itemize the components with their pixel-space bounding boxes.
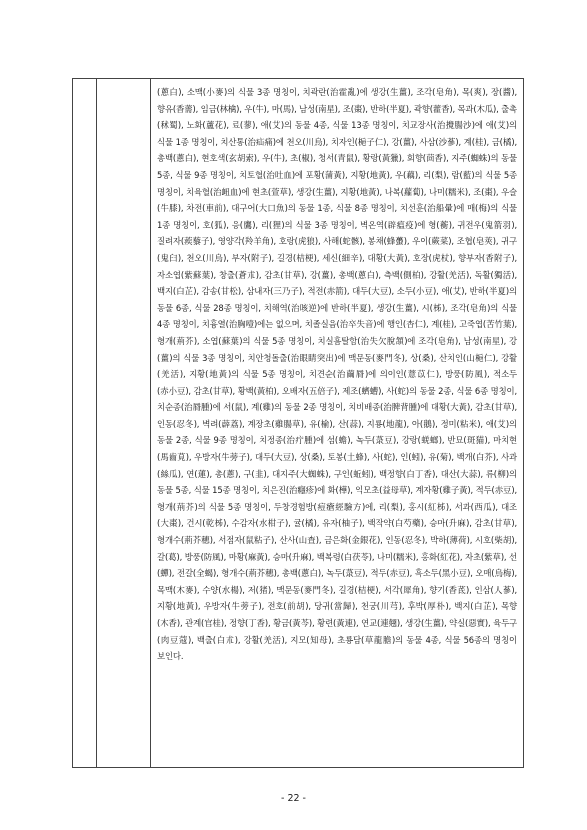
content-table (72, 78, 524, 768)
page-number: - 22 - (281, 793, 306, 804)
table-column-left (73, 79, 97, 767)
body-text: (蔥白), 소맥(小麥)의 식물 3종 명칭이, 치곽란(治霍亂)에 생강(生薑), 조각(皂角), 목(爽), 장(醬), 향유(香薷), 임금(林檎), 우(牛), 마(馬), 남성(南星), 조(棗), 반하(半夏), 곽향(藿香), 목과(木瓜), 출촉(秫蜀), 노화(蘆花), 료(蓼), 애(艾)의 동물 4종, 식물 13종 명칭이, 치교장사(治攪腸沙)에 애(艾)의 식물 1종 명칭이, 치산통(治疝痛)에 천오(川烏), 치자인(梔子仁), 강(薑), 사삼(沙蔘), 계(桂), 금(橘), 총백(蔥白), 현호색(玄胡索), 우(牛), 초(椒), 청서(青鼠), 황랑(黃獵), 회향(茴香), 지주(蜘蛛)의 동물 5종, 식물 9종 명칭이, 치토혈(治吐血)에 포황(蒲黃), 지황(地黃), 우(藕), 리(梨), 람(藍)의 식물 5종 명칭이, 치육혈(治衄血)에 현초(萱草), 생강(生薑), 지황(地黃), 나복(蘿蔔), 나미(糯米), 조(棗), 우슬(牛膝), 차전(車前), 대구어(大口魚)의 동물 1종, 식물 8종 명칭이, 치선훈(治船暈)에 매(梅)의 식물 1종 명칭이, 호(狐), 응(鷹), 리(狸)의 식물 3종 명칭이, 벽온역(辟瘟疫)에 형(蘅), 귀전우(鬼箭羽), 질려자(蒺藜子), 영양각(羚羊角), 호랑(虎狼), 사해(蛇骸), 봉채(蜂蠆), 우이(蕨菜), 조협(皂莢), 귀구(鬼臼), 천오(川烏), 부자(附子), 길경(桔梗), 세신(細辛), 대황(大黃), 호장(虎杖), 향부자(香附子), 자소엽(紫蘇葉), 창출(蒼朮), 감초(甘草), 강(薑), 총백(蔥白), 측백(側柏), 강활(羌活), 독활(獨活), 백지(白芷), 감송(甘松), 삼내자(三乃子), 적전(赤箭), 대두(大豆), 소두(小豆), 애(艾), 반하(半夏)의 동물 6종, 식물 28종 명칭이, 치해역(治咳逆)에 반하(半夏), 생강(生薑), 시(柹), 조각(皂角)의 식물 4종 명칭이, 치흉열(治胸噎)에는 없으며, 치졸실음(治卒失音)에 행인(杏仁), 계(桂), 고죽엽(苦竹葉), 형개(荊芥), 소엽(蘇葉)의 식물 5종 명칭이, 치실흠탈함(治失欠脫頷)에 조각(皂角), 남성(南星), 강(薑)의 식물 3종 명칭이, 치안청돌출(治眼睛突出)에 맥문동(麥門冬), 상(桑), 산치인(山梔仁), 강활(羌活), 지황(地黃)의 식물 5종 명칭이, 치견순(治繭脣)에 의이인(薏苡仁), 방풍(防風), 적소두(赤小豆), 감초(甘草), 황백(黃柏), 오배자(五倍子), 제조(蠐螬), 사(蛇)의 동물 2종, 식물 6종 명칭이, 치순종(治脣腫)에 서(鼠), 계(雞)의 동물 2종 명칭이, 치비배종(治脾背腫)에 대황(大黃), 감초(甘草), 인동(忍冬), 벽려(薜荔), 계장초(雞腸草), 유(榆), 산(蒜), 지룡(地龍), 아(鵝), 정미(粘米), 애(艾)의 동물 2종, 식물 9종 명칭이, 치정종(治疔腫)에 섬(蟾), 녹두(菉豆), 강랑(蜣螂), 반묘(斑猫), 마치현(馬齒莧), 우방자(牛蒡子), 대두(大豆), 상(桑), 토봉(土蜂), 사(蛇), 인(蚓), 유(菊), 백개(白芥), 사과(絲瓜), 연(蓮), 총(蔥), 구(韭), 대지주(大蜘蛛), 구인(蚯蚓), 백정향(白丁香), 대산(大蒜), 류(柳)의 동물 5종, 식물 15종 명칭이, 치은진(治癮疹)에 화(樺), 익모초(益母草), 계자황(雞子黃), 적두(赤豆), 형개(荊芥)의 식물 5종 명칭이, 두창경험방(痘瘡經驗方)에, 리(梨), 홍시(紅柹), 서과(西瓜), 대조(大棗), 건시(乾柹), 수감자(水柑子), 귤(橘), 유자(柚子), 백작약(白芍藥), 승마(升麻), 감초(甘草), 형개수(荊芥穗), 서점자(鼠粘子), 산사(山査), 금은화(金銀花), 인동(忍冬), 박하(薄荷), 시호(柴胡), 갈(葛), 방풍(防風), 마황(麻黃), 승마(升麻), 백복령(白茯苓), 나미(糯米), 홍화(紅花), 자초(紫草), 선(蟬), 전갈(全蝎), 형개수(荊芥穗), 총백(蔥白), 녹두(菉豆), 적두(赤豆), 흑소두(黑小豆), 오매(烏梅), 목맥(木麥), 수양(水楊), 저(猪), 맥문동(麥門冬), 길경(桔梗), 서각(犀角), 향기(香茋), 인삼(人蔘), 지황(地黃), 우방자(牛蒡子), 전호(前胡), 당귀(當歸), 천궁(川芎), 후박(厚朴), 백지(白芷), 목향(木香), 관계(官桂), 정향(丁香), 황금(黃芩), 황련(黃連), 연교(連翹), 생강(生薑), 약실(惡實), 육두구(肉豆蔻), 백출(白朮), 강활(羌活), 지모(知母), 초룡담(草龍膽)의 동물 4종, 식물 56종의 명칭이 보인다. (157, 87, 517, 662)
table-cell-content (151, 79, 523, 767)
table-column-middle (97, 79, 151, 767)
